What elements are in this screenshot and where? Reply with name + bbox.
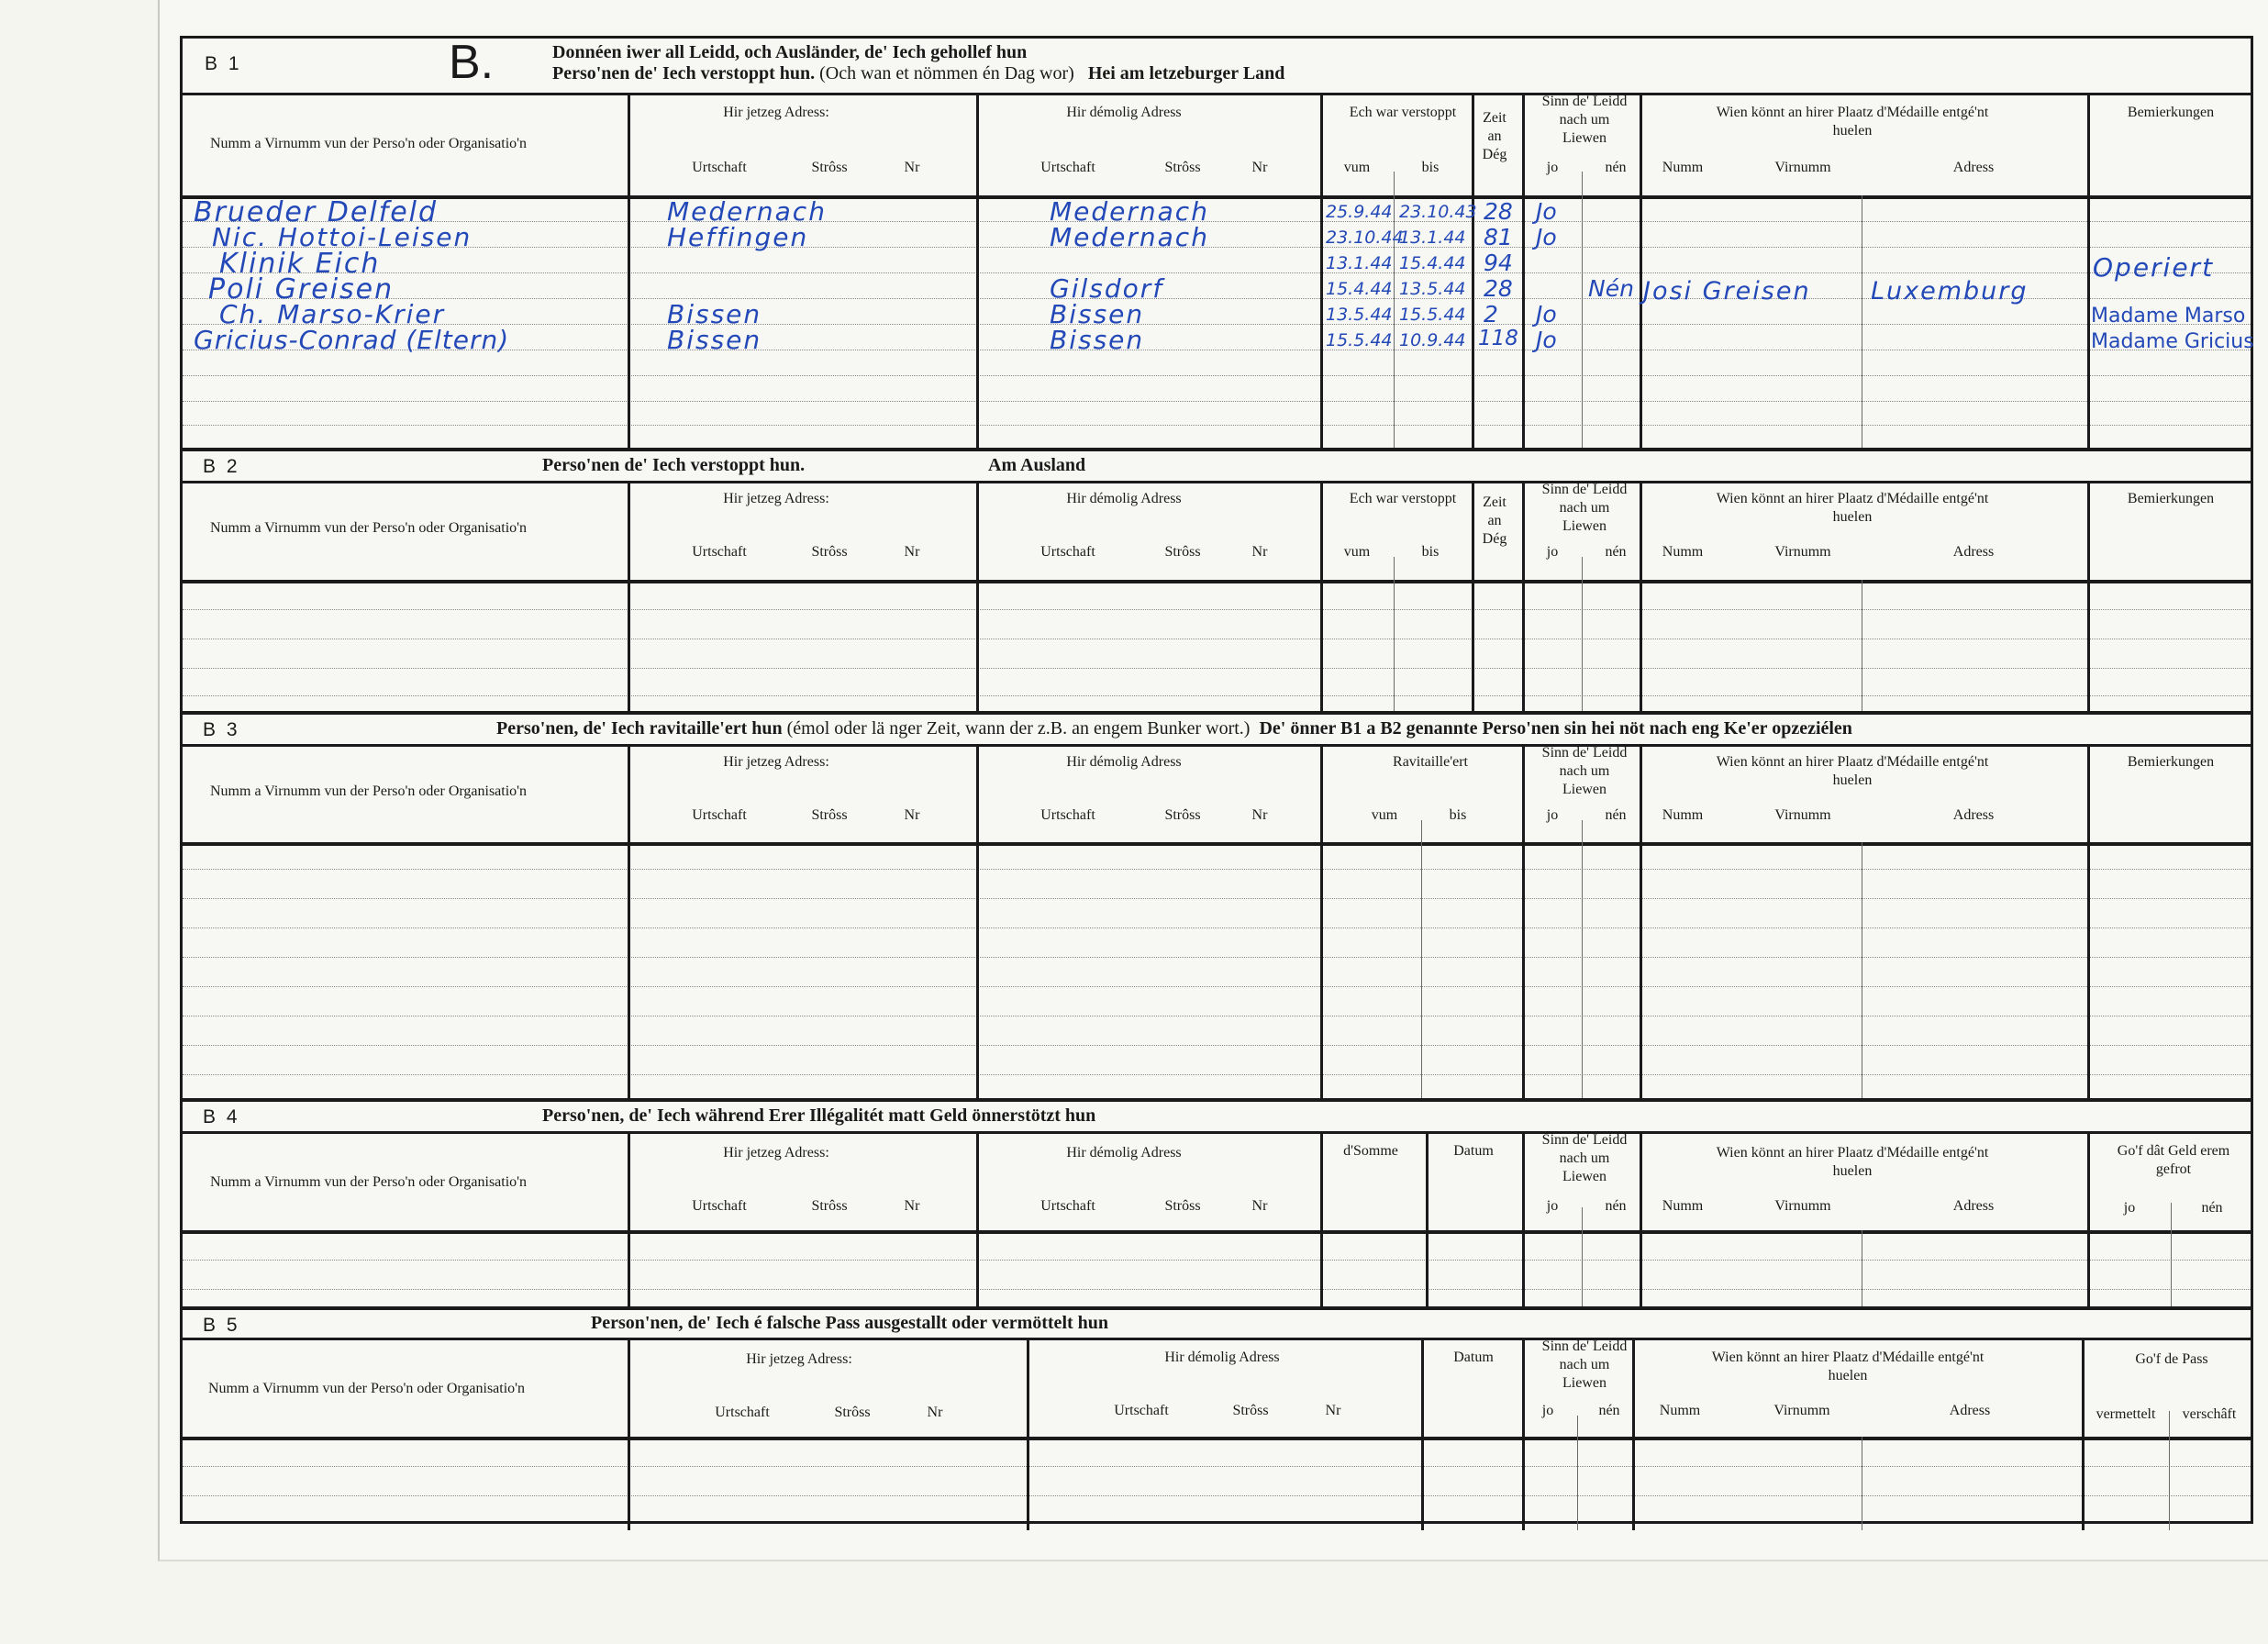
col-sum: d'Somme (1343, 1143, 1398, 1159)
col-medal-first: Virnumm (1773, 1403, 1830, 1418)
entry-from: 25.9.44 (1326, 202, 1393, 222)
col-former-address: Hir démolig Adress (1066, 491, 1182, 506)
entry-remark: Operiert (2093, 252, 2215, 283)
col-nr: Nr (904, 544, 920, 560)
col-medal-name: Numm (1662, 1198, 1704, 1214)
col-current-address: Hir jetzeg Adress: (723, 1145, 829, 1161)
col-medal: Wien könnt an hirer Plaatz d'Médaille entgé'nt huelen (1716, 1145, 1989, 1179)
col-place: Urtschaft (692, 160, 747, 175)
section-caption-2: Am Ausland (988, 455, 1086, 475)
col-nr: Nr (1325, 1403, 1341, 1418)
col-place: Urtschaft (1040, 544, 1095, 560)
entry-from: 23.10.44 (1326, 228, 1404, 248)
col-street: Strôss (811, 807, 848, 823)
col-medal-name: Numm (1662, 544, 1704, 560)
entry-days: 28 (1484, 275, 1513, 302)
col-former-address: Hir démolig Adress (1066, 1145, 1182, 1161)
col-medal-address: Adress (1952, 544, 1995, 560)
entry-alive: Jo (1536, 327, 1557, 353)
table-header (183, 93, 2251, 199)
col-name: Numm a Virnumm vun der Perso'n oder Organisatio'n (210, 136, 528, 151)
col-yes: jo (1546, 1198, 1559, 1214)
entry-days: 28 (1484, 198, 1513, 225)
col-former-address: Hir démolig Adress (1066, 754, 1182, 770)
col-yes: jo (2123, 1200, 2136, 1216)
entry-to: 23.10.43 (1399, 202, 1477, 222)
col-street: Strôss (811, 160, 848, 175)
col-gave-back: Go'f dât Geld erem gefrot (2117, 1143, 2230, 1177)
col-no: nén (1605, 1198, 1627, 1214)
col-nr: Nr (1251, 807, 1268, 823)
entry-former-place: Medernach (1050, 222, 1209, 252)
section-caption-line1: Donnéen iwer all Leidd, och Ausländer, de' Iech gehollef hun (552, 42, 1028, 62)
col-remarks: Bemierkungen (2127, 105, 2215, 120)
entry-to: 15.5.44 (1399, 305, 1466, 325)
col-mediated: vermettelt (2096, 1406, 2156, 1422)
section-b1 (183, 36, 2254, 448)
entry-to: 13.1.44 (1399, 228, 1466, 248)
col-name: Numm a Virnumm vun der Perso'n oder Organisatio'n (210, 783, 528, 799)
section-b4 (183, 1098, 2251, 1306)
col-place: Urtschaft (1040, 1198, 1095, 1214)
entry-from: 15.4.44 (1326, 279, 1393, 299)
col-date: Datum (1453, 1143, 1494, 1159)
col-street: Strôss (811, 544, 848, 560)
entry-from: 15.5.44 (1326, 330, 1393, 350)
col-to: bis (1421, 544, 1440, 560)
col-to: bis (1449, 807, 1467, 823)
col-place: Urtschaft (692, 544, 747, 560)
section-b3-title (183, 715, 2251, 747)
col-yes: jo (1541, 1403, 1554, 1418)
col-yes: jo (1546, 160, 1559, 175)
col-medal-first: Virnumm (1774, 807, 1831, 823)
section-caption: Perso'nen, de' Iech während Erer Illégalitét matt Geld önnerstötzt hun (542, 1105, 1096, 1126)
col-yes: jo (1546, 544, 1559, 560)
col-current-address: Hir jetzeg Adress: (723, 105, 829, 120)
col-medal-first: Virnumm (1774, 1198, 1831, 1214)
col-medal: Wien könnt an hirer Plaatz d'Médaille entgé'nt huelen (1716, 491, 1989, 525)
entry-from: 13.1.44 (1326, 253, 1393, 273)
col-medal-name: Numm (1659, 1403, 1701, 1418)
col-medal: Wien könnt an hirer Plaatz d'Médaille entgé'nt huelen (1716, 105, 1989, 139)
section-id: B 4 (203, 1106, 240, 1127)
entry-days: 118 (1478, 327, 1518, 350)
col-medal-address: Adress (1952, 807, 1995, 823)
table-header (183, 481, 2251, 583)
col-hidden: Ech war verstoppt (1349, 491, 1457, 506)
col-no: nén (1605, 807, 1627, 823)
col-former-address: Hir démolig Adress (1066, 105, 1182, 120)
col-yes: jo (1546, 807, 1559, 823)
col-medal: Wien könnt an hirer Plaatz d'Médaille entgé'nt huelen (1716, 754, 1989, 788)
col-medal-first: Virnumm (1774, 160, 1831, 175)
entry-former-place: Medernach (1050, 196, 1209, 227)
col-place: Urtschaft (1040, 807, 1095, 823)
col-nr: Nr (904, 1198, 920, 1214)
col-issued: verschâft (2182, 1406, 2237, 1422)
table-header (183, 744, 2251, 846)
col-to: bis (1421, 160, 1440, 175)
col-street: Strôss (1164, 1198, 1201, 1214)
col-nr: Nr (1251, 544, 1268, 560)
col-medal-name: Numm (1662, 807, 1704, 823)
col-medal-first: Virnumm (1774, 544, 1831, 560)
col-from: vum (1343, 544, 1371, 560)
entry-remark: Madame Marso (2091, 305, 2246, 328)
col-nr: Nr (927, 1405, 943, 1420)
col-remarks: Bemierkungen (2127, 754, 2215, 770)
entry-current-place: Bissen (667, 325, 762, 355)
entry-alive: Nén (1588, 275, 1634, 302)
table-header (183, 1338, 2251, 1440)
entry-name: Brueder Delfeld (194, 196, 439, 228)
col-remarks: Bemierkungen (2127, 491, 2215, 506)
col-alive: Sinn de' Leidd nach um Liewen (1541, 1339, 1628, 1391)
col-street: Strôss (811, 1198, 848, 1214)
col-current-address: Hir jetzeg Adress: (746, 1351, 852, 1367)
col-medal-address: Adress (1949, 1403, 1991, 1418)
col-duration: Zeit an Dég (1482, 494, 1507, 547)
entry-alive: Jo (1536, 198, 1557, 225)
entry-to: 10.9.44 (1399, 330, 1466, 350)
table-header (183, 1131, 2251, 1234)
col-place: Urtschaft (692, 807, 747, 823)
entry-to: 13.5.44 (1399, 279, 1466, 299)
section-caption-line2: Perso'nen de' Iech verstoppt hun. (Och wan et nömmen én Dag wor) Hei am letzeburger Land (552, 63, 1285, 83)
col-street: Strôss (1164, 160, 1201, 175)
section-b3 (183, 711, 2251, 1098)
col-medal: Wien könnt an hirer Plaatz d'Médaille entgé'nt huelen (1711, 1350, 1984, 1383)
entry-medal-name: Josi Greisen (1643, 277, 1811, 305)
entry-days: 81 (1484, 224, 1513, 250)
col-place: Urtschaft (715, 1405, 770, 1420)
col-current-address: Hir jetzeg Adress: (723, 754, 829, 770)
section-b5 (183, 1306, 2251, 1527)
entry-name: Poli Greisen (208, 273, 395, 305)
col-medal-name: Numm (1662, 160, 1704, 175)
section-b1-title (183, 36, 2251, 95)
section-caption: Perso'nen, de' Iech ravitaille'ert hun (émol oder lä nger Zeit, wann der z.B. an engem Bunker wort.) De' önner B1 a B2 genannte Perso'nen sin hei nöt nach eng Ke'er opzeziélen (496, 718, 1852, 739)
col-street: Strôss (1164, 544, 1201, 560)
entry-name: Ch. Marso-Krier (219, 299, 446, 329)
col-alive: Sinn de' Leidd nach um Liewen (1541, 1132, 1628, 1184)
col-current-address: Hir jetzeg Adress: (723, 491, 829, 506)
entry-days: 2 (1484, 301, 1498, 328)
col-place: Urtschaft (692, 1198, 747, 1214)
col-no: nén (1605, 160, 1627, 175)
entry-to: 15.4.44 (1399, 253, 1466, 273)
section-id: B 2 (203, 456, 240, 477)
col-street: Strôss (1232, 1403, 1269, 1418)
col-street: Strôss (834, 1405, 871, 1420)
col-street: Strôss (1164, 807, 1201, 823)
section-id: B 1 (205, 53, 242, 74)
section-b4-title (183, 1102, 2251, 1134)
col-duration: Zeit an Dég (1482, 110, 1507, 162)
entry-medal-address: Luxemburg (1871, 277, 2029, 305)
col-date: Datum (1453, 1350, 1494, 1365)
col-pass: Go'f de Pass (2135, 1351, 2208, 1367)
col-alive: Sinn de' Leidd nach um Liewen (1541, 745, 1628, 797)
col-alive: Sinn de' Leidd nach um Liewen (1541, 94, 1628, 146)
col-medal-address: Adress (1952, 160, 1995, 175)
col-no: nén (2201, 1200, 2223, 1216)
section-letter: B. (449, 36, 495, 89)
entry-name: Gricius-Conrad (Eltern) (194, 325, 510, 355)
entry-current-place: Heffingen (667, 222, 809, 252)
entry-former-place: Bissen (1050, 325, 1145, 355)
entry-name: Nic. Hottoi-Leisen (212, 222, 472, 252)
entry-name: Klinik Eich (219, 248, 381, 280)
section-b2-title (183, 451, 2251, 483)
section-b2 (183, 448, 2251, 711)
entry-remark: Madame Gricius (2091, 330, 2254, 353)
section-caption: Person'nen, de' Iech é falsche Pass ausgestallt oder vermöttelt hun (591, 1313, 1109, 1333)
entry-current-place: Bissen (667, 299, 762, 329)
section-b5-title (183, 1310, 2251, 1340)
col-medal-address: Adress (1952, 1198, 1995, 1214)
col-nr: Nr (1251, 1198, 1268, 1214)
section-id: B 5 (203, 1315, 240, 1336)
col-from: vum (1343, 160, 1371, 175)
section-caption: Perso'nen de' Iech verstoppt hun. (542, 455, 806, 475)
col-name: Numm a Virnumm vun der Perso'n oder Organisatio'n (210, 1174, 528, 1190)
col-place: Urtschaft (1114, 1403, 1169, 1418)
col-no: nén (1605, 544, 1627, 560)
col-place: Urtschaft (1040, 160, 1095, 175)
col-name: Numm a Virnumm vun der Perso'n oder Organisatio'n (210, 520, 528, 536)
entry-alive: Jo (1536, 224, 1557, 250)
section-id: B 3 (203, 719, 240, 740)
col-name: Numm a Virnumm vun der Perso'n oder Organisatio'n (208, 1381, 526, 1396)
col-no: nén (1598, 1403, 1620, 1418)
entry-former-place: Bissen (1050, 299, 1145, 329)
entry-from: 13.5.44 (1326, 305, 1393, 325)
col-hidden: Ech war verstoppt (1349, 105, 1457, 120)
col-ravitailleert: Ravitaille'ert (1393, 754, 1468, 770)
col-nr: Nr (904, 807, 920, 823)
entry-days: 94 (1484, 250, 1513, 276)
col-from: vum (1371, 807, 1398, 823)
entry-alive: Jo (1536, 301, 1557, 328)
col-former-address: Hir démolig Adress (1164, 1350, 1280, 1365)
col-nr: Nr (1251, 160, 1268, 175)
col-alive: Sinn de' Leidd nach um Liewen (1541, 482, 1628, 534)
resistance-form (180, 36, 2253, 1524)
entry-current-place: Medernach (667, 196, 827, 227)
entry-former-place: Gilsdorf (1050, 273, 1164, 304)
col-nr: Nr (904, 160, 920, 175)
